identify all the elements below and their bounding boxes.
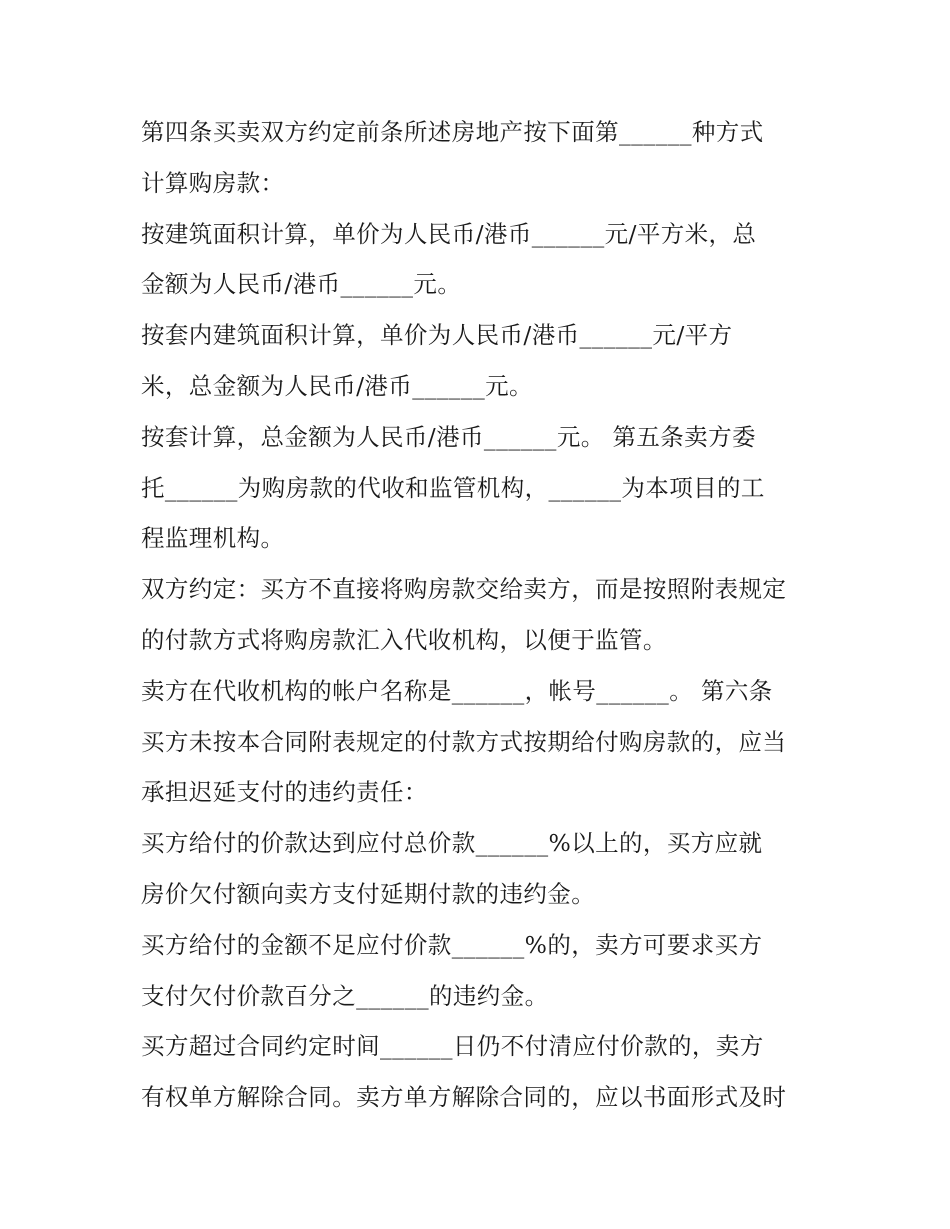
text-line: 买方给付的金额不足应付价款______%的，卖方可要求买方 xyxy=(141,930,763,959)
text-line: 计算购房款： xyxy=(141,168,285,197)
text-line: 米，总金额为人民币/港币______元。 xyxy=(141,371,533,400)
text-line: 按建筑面积计算，单价为人民币/港币______元/平方米，总 xyxy=(141,219,757,248)
text-line: 买方超过合同约定时间______日仍不付清应付价款的，卖方 xyxy=(141,1032,764,1061)
text-line: 买方未按本合同附表规定的付款方式按期给付购房款的，应当 xyxy=(141,727,787,756)
text-line: 的付款方式将购房款汇入代收机构，以便于监管。 xyxy=(141,625,667,654)
text-line: 金额为人民币/港币______元。 xyxy=(141,270,462,299)
text-line: 程监理机构。 xyxy=(141,524,285,553)
contract-body-text xyxy=(141,107,821,1123)
text-line: 承担迟延支付的违约责任： xyxy=(141,778,428,807)
text-line: 双方约定：买方不直接将购房款交给卖方，而是按照附表规定 xyxy=(141,575,787,604)
text-line: 房价欠付额向卖方支付延期付款的违约金。 xyxy=(141,879,596,908)
text-line: 卖方在代收机构的帐户名称是______，帐号______。 第六条 xyxy=(141,676,773,705)
text-line: 按套内建筑面积计算，单价为人民币/港币______元/平方 xyxy=(141,321,733,350)
text-line: 买方给付的价款达到应付总价款______%以上的，买方应就 xyxy=(141,829,763,858)
text-line: 按套计算，总金额为人民币/港币______元。 第五条卖方委 xyxy=(141,422,756,451)
text-line: 支付欠付价款百分之______的违约金。 xyxy=(141,981,549,1010)
text-line: 第四条买卖双方约定前条所述房地产按下面第______种方式 xyxy=(141,118,764,146)
text-line: 有权单方解除合同。卖方单方解除合同的，应以书面形式及时 xyxy=(141,1083,787,1112)
text-line: 托______为购房款的代收和监管机构，______为本项目的工 xyxy=(141,473,765,502)
